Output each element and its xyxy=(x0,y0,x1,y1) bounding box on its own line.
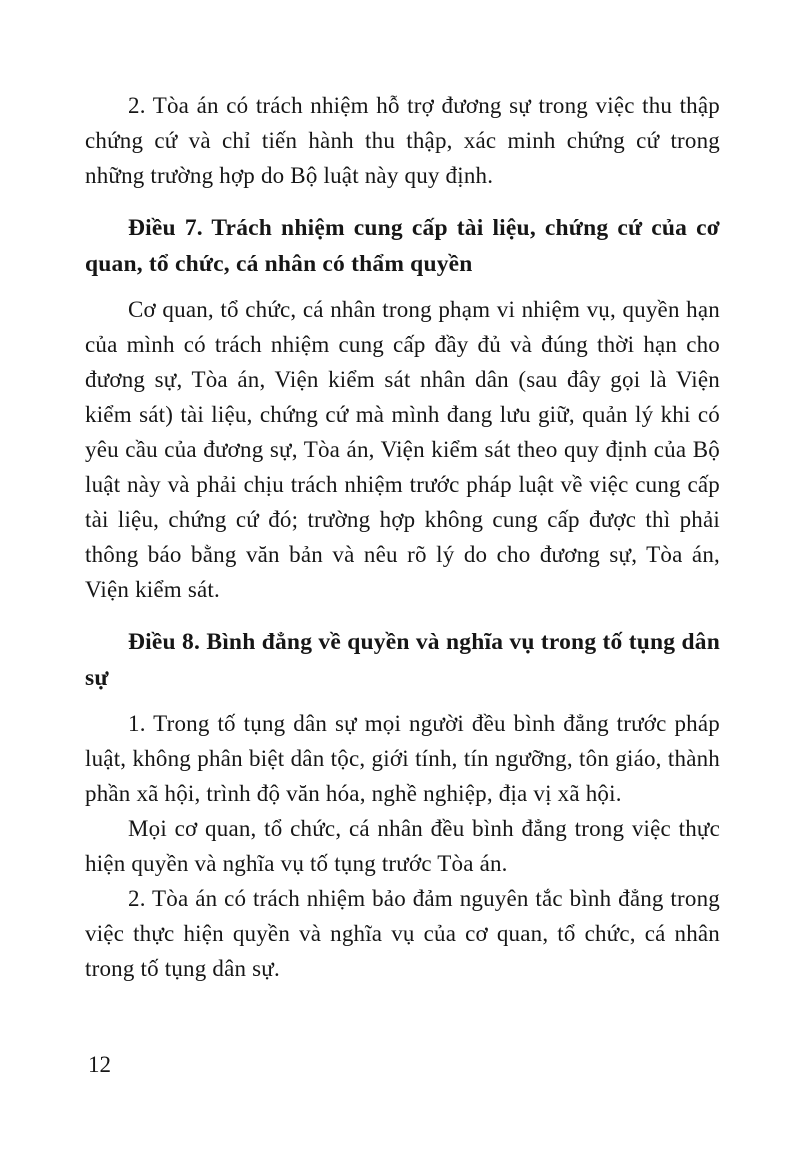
paragraph-article6-clause2: 2. Tòa án có trách nhiệm hỗ trợ đương sự trong việc thu thập chứng cứ và chỉ tiến hành thu thập, xác minh chứng cứ trong những trường hợp do Bộ luật này quy định. xyxy=(85,93,720,188)
page-content xyxy=(85,88,720,986)
article-8-heading: Điều 8. Bình đẳng về quyền và nghĩa vụ trong tố tụng dân sự xyxy=(85,629,720,691)
paragraph-article8-clause1: 1. Trong tố tụng dân sự mọi người đều bình đẳng trước pháp luật, không phân biệt dân tộc, giới tính, tín ngưỡng, tôn giáo, thành phần xã hội, trình độ văn hóa, nghề nghiệp, địa vị xã hội. xyxy=(85,711,720,806)
paragraph-article7-body: Cơ quan, tổ chức, cá nhân trong phạm vi nhiệm vụ, quyền hạn của mình có trách nhiệm cung cấp đầy đủ và đúng thời hạn cho đương sự, Tòa án, Viện kiểm sát nhân dân (sau đây gọi là Viện kiểm sát) tài liệu, chứng cứ mà mình đang lưu giữ, quản lý khi có yêu cầu của đương sự, Tòa án, Viện kiểm sát theo quy định của Bộ luật này và phải chịu trách nhiệm trước pháp luật về việc cung cấp tài liệu, chứng cứ đó; trường hợp không cung cấp được thì phải thông báo bằng văn bản và nêu rõ lý do cho đương sự, Tòa án, Viện kiểm sát. xyxy=(85,297,720,602)
paragraph-article8-clause1b: Mọi cơ quan, tổ chức, cá nhân đều bình đẳng trong việc thực hiện quyền và nghĩa vụ tố tụng trước Tòa án. xyxy=(85,816,720,876)
page-number: 12 xyxy=(88,1052,111,1077)
paragraph-article8-clause2: 2. Tòa án có trách nhiệm bảo đảm nguyên tắc bình đẳng trong việc thực hiện quyền và nghĩa vụ của cơ quan, tổ chức, cá nhân trong tố tụng dân sự. xyxy=(85,886,720,981)
article-7-heading: Điều 7. Trách nhiệm cung cấp tài liệu, chứng cứ của cơ quan, tổ chức, cá nhân có thẩm quyền xyxy=(85,215,720,277)
